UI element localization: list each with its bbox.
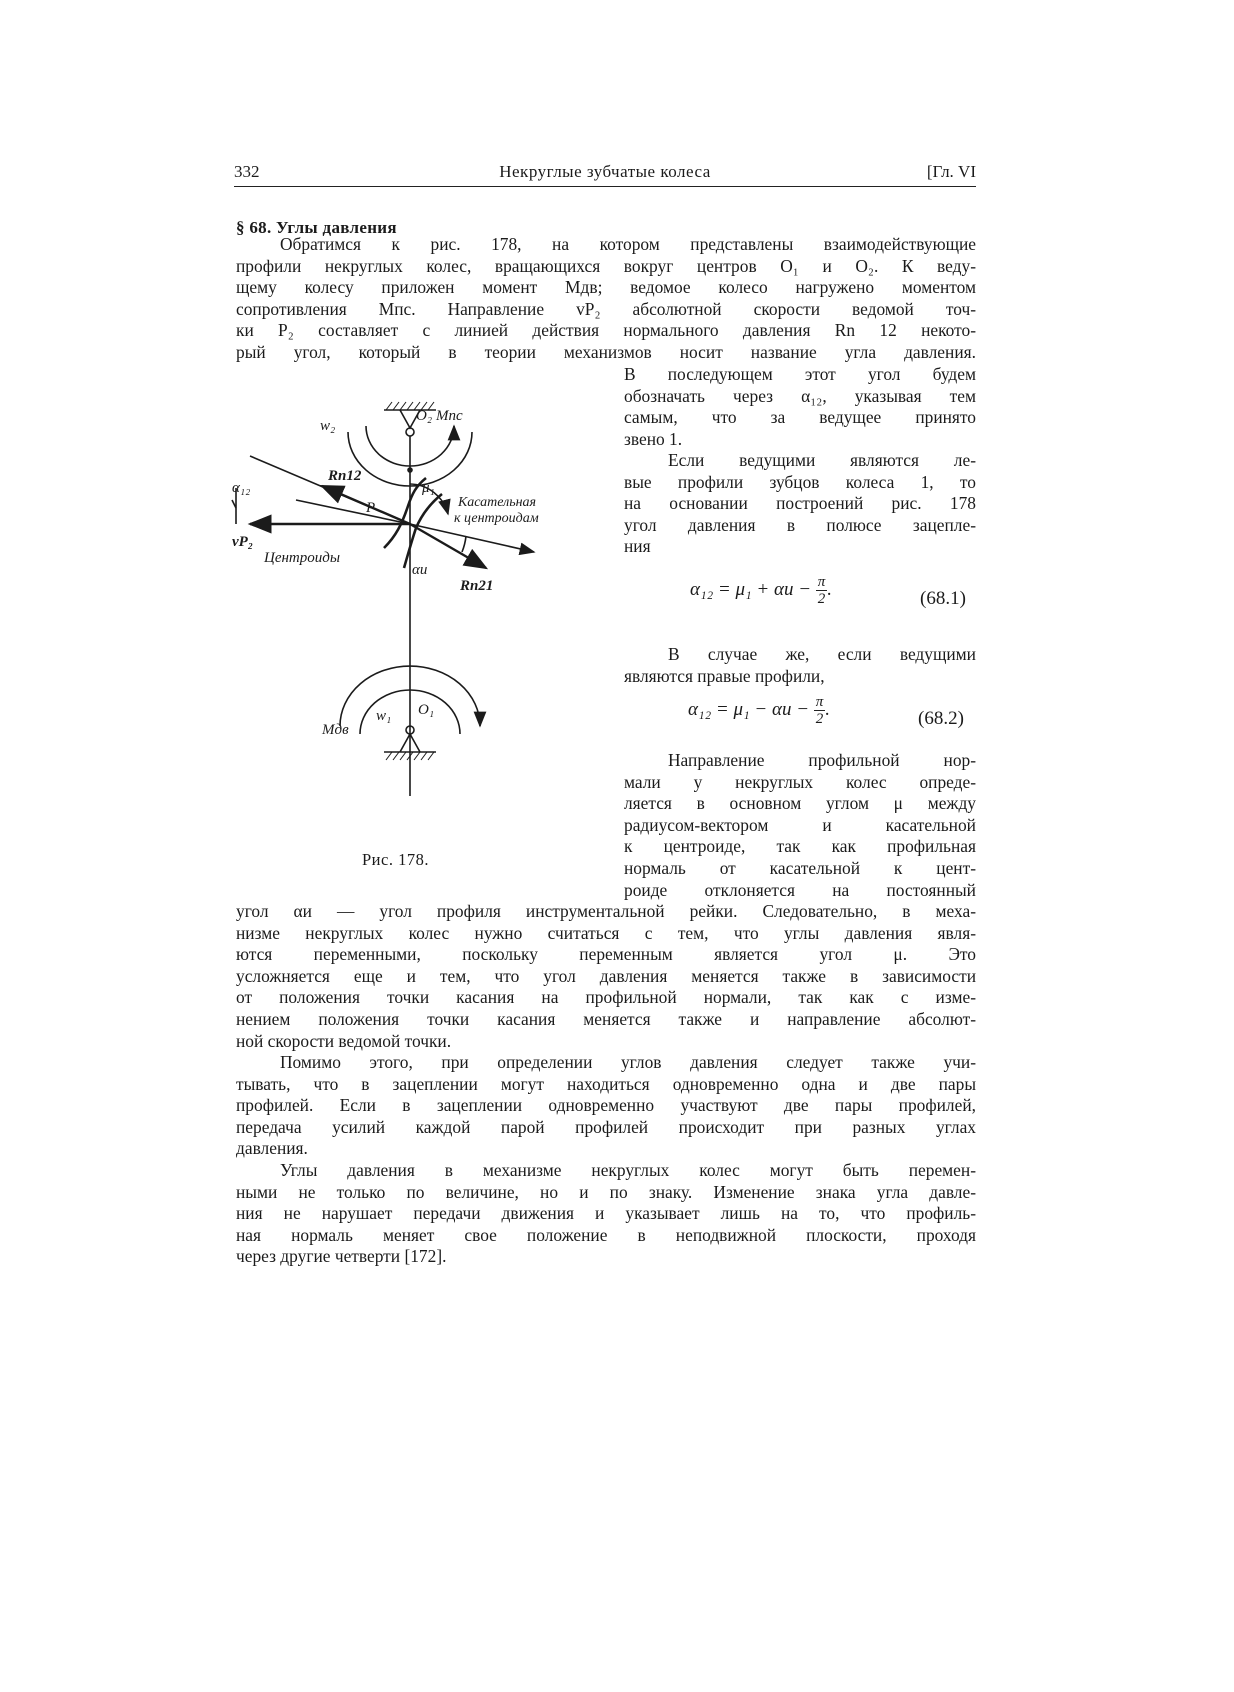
right-column-text-4 — [624, 750, 976, 901]
label-tangent: Касательная — [458, 495, 537, 510]
text-line: через другие четверти [172]. — [236, 1246, 447, 1267]
text-line: щему колесу приложен момент Mдв; ведомое колесо нагружено моментом — [236, 277, 976, 298]
text-line: низме некруглых колес нужно считаться с тем, что углы давления явля- — [236, 922, 976, 943]
text-line: ная нормаль меняет свое положение в неподвижной плоскости, проходя — [236, 1224, 976, 1245]
label-mdv: Mдв — [322, 722, 349, 738]
formula-body: α₁₂ = μ₁ + αи − — [690, 578, 816, 600]
label-w1: w₁ — [376, 708, 392, 724]
text-line: Обратимся к рис. 178, на котором представлены взаимодействующие — [280, 234, 976, 254]
text-line: радиусом-вектором и касательной — [624, 814, 976, 835]
page-number: 332 — [234, 162, 260, 181]
text-line: ются переменными, поскольку переменным является угол μ. Это — [236, 944, 976, 965]
figure-caption: Рис. 178. — [362, 850, 429, 869]
label-alpha-i: αи — [412, 562, 428, 578]
text-line: рый угол, который в теории механизмов носит название угла давления. — [236, 341, 976, 362]
text-line: угол αи — угол профиля инструментальной рейки. Следовательно, в меха- — [236, 901, 976, 921]
section-title: § 68. Углы давления — [236, 218, 397, 237]
fraction-numerator: π — [817, 574, 826, 590]
profile-curve-1 — [384, 478, 426, 548]
text-line: Направление профильной нор- — [668, 750, 976, 770]
label-mpc: Mпс — [436, 408, 463, 424]
formula-body: α₁₂ = μ₁ − αи − — [688, 698, 814, 720]
fraction-numerator: π — [815, 694, 824, 710]
chapter-label: [Гл. VI — [926, 162, 976, 181]
text-line: обозначать через α₁₂, указывая тем — [624, 385, 976, 406]
fraction — [816, 574, 828, 607]
text-line: от положения точки касания на профильной нормали, так как с изме- — [236, 987, 976, 1008]
label-w2: w₂ — [320, 418, 336, 434]
text-line: Помимо этого, при определении углов давления следует также учи- — [280, 1052, 976, 1072]
paragraph-sign — [236, 1160, 976, 1268]
page-header — [234, 160, 976, 187]
label-rn21: Rп21 — [460, 578, 494, 594]
text-line: звено 1. — [624, 428, 683, 449]
tangent-line — [410, 524, 534, 552]
text-line: являются правые профили, — [624, 665, 825, 686]
label-o2: O₂ — [416, 408, 433, 424]
formula-68-2 — [688, 694, 830, 727]
text-line: давления. — [236, 1138, 308, 1159]
formula-number-68-1 — [920, 588, 966, 610]
label-rn12: Rп12 — [328, 468, 362, 484]
text-line: самым, что за ведущее принято — [624, 407, 976, 428]
label-p: P — [366, 500, 376, 516]
text-line: тывать, что в зацеплении могут находиться одновременно одна и две пары — [236, 1073, 976, 1094]
label-centroids: Центроиды — [264, 550, 341, 566]
running-title: Некруглые зубчатые колеса — [499, 162, 711, 181]
dot — [408, 468, 412, 472]
text-line: профилей. Если в зацеплении одновременно участвуют две пары профилей, — [236, 1095, 976, 1116]
text-line: на основании построений рис. 178 — [624, 493, 976, 514]
fraction-denominator: 2 — [817, 591, 826, 607]
text-line: ной скорости ведомой точки. — [236, 1030, 452, 1051]
text-line: ния не нарушает передачи движения и указывает лишь на то, что профиль- — [236, 1203, 976, 1224]
text-line: В случае же, если ведущими — [668, 644, 976, 664]
label-alpha12: α₁₂ — [232, 480, 251, 496]
angle-alpha-i-arc — [462, 536, 466, 552]
text-line: угол давления в полюсе зацепле- — [624, 514, 976, 535]
text-line: нормаль от касательной к цент- — [624, 857, 976, 878]
text-line: В последующем этот угол будем — [624, 364, 976, 384]
text-line: ными не только по величине, но и по знаку. Изменение знака угла давле- — [236, 1181, 976, 1202]
text-line: Углы давления в механизме некруглых колес могут быть перемен- — [280, 1160, 976, 1180]
label-mu1: μ₁ — [422, 480, 435, 496]
right-column-text-3 — [624, 644, 976, 687]
text-line: ляется в основном углом μ между — [624, 793, 976, 814]
figure-178-diagram — [232, 396, 606, 846]
paragraph-intro — [236, 234, 976, 364]
paragraph-two-pairs — [236, 1052, 976, 1160]
text-line: усложняется еще и тем, что угол давления меняется также в зависимости — [236, 965, 976, 986]
label-o1: O₁ — [418, 702, 435, 718]
text-line: роиде отклоняется на постоянный — [624, 879, 976, 900]
text-line: мали у некруглых колес опреде- — [624, 771, 976, 792]
text-line: вые профили зубцов колеса 1, то — [624, 471, 976, 492]
text-line: нением положения точки касания меняется также и направление абсолют- — [236, 1008, 976, 1029]
right-column-text-1 — [624, 364, 976, 450]
equation-number: (68.1) — [920, 588, 966, 609]
text-line: сопротивления Mпс. Направление vP₂ абсолютной скорости ведомой точ- — [236, 298, 976, 319]
tangent-line-left — [296, 500, 410, 524]
right-column-text-2 — [624, 450, 976, 558]
formula-end: . — [825, 698, 831, 720]
text-line: профили некруглых колес, вращающихся вокруг центров O₁ и O₂. К веду- — [236, 255, 976, 276]
fraction-denominator: 2 — [815, 711, 824, 727]
text-line: Если ведущими являются ле- — [668, 450, 976, 470]
text-line: передача усилий каждой парой профилей происходит при разных углах — [236, 1116, 976, 1137]
label-tangent-2: к центроидам — [454, 511, 539, 526]
text-line: к центроиде, так как профильная — [624, 836, 976, 857]
fraction — [814, 694, 826, 727]
formula-number-68-2 — [918, 708, 964, 730]
equation-number: (68.2) — [918, 708, 964, 729]
text-line: ки P₂ составляет с линией действия нормального давления Rn 12 некото- — [236, 320, 976, 341]
formula-end: . — [827, 578, 833, 600]
formula-68-1 — [690, 574, 832, 607]
label-vp2: vP₂ — [232, 534, 254, 550]
text-line: ния — [624, 536, 651, 557]
paragraph-continuation — [236, 901, 976, 1052]
